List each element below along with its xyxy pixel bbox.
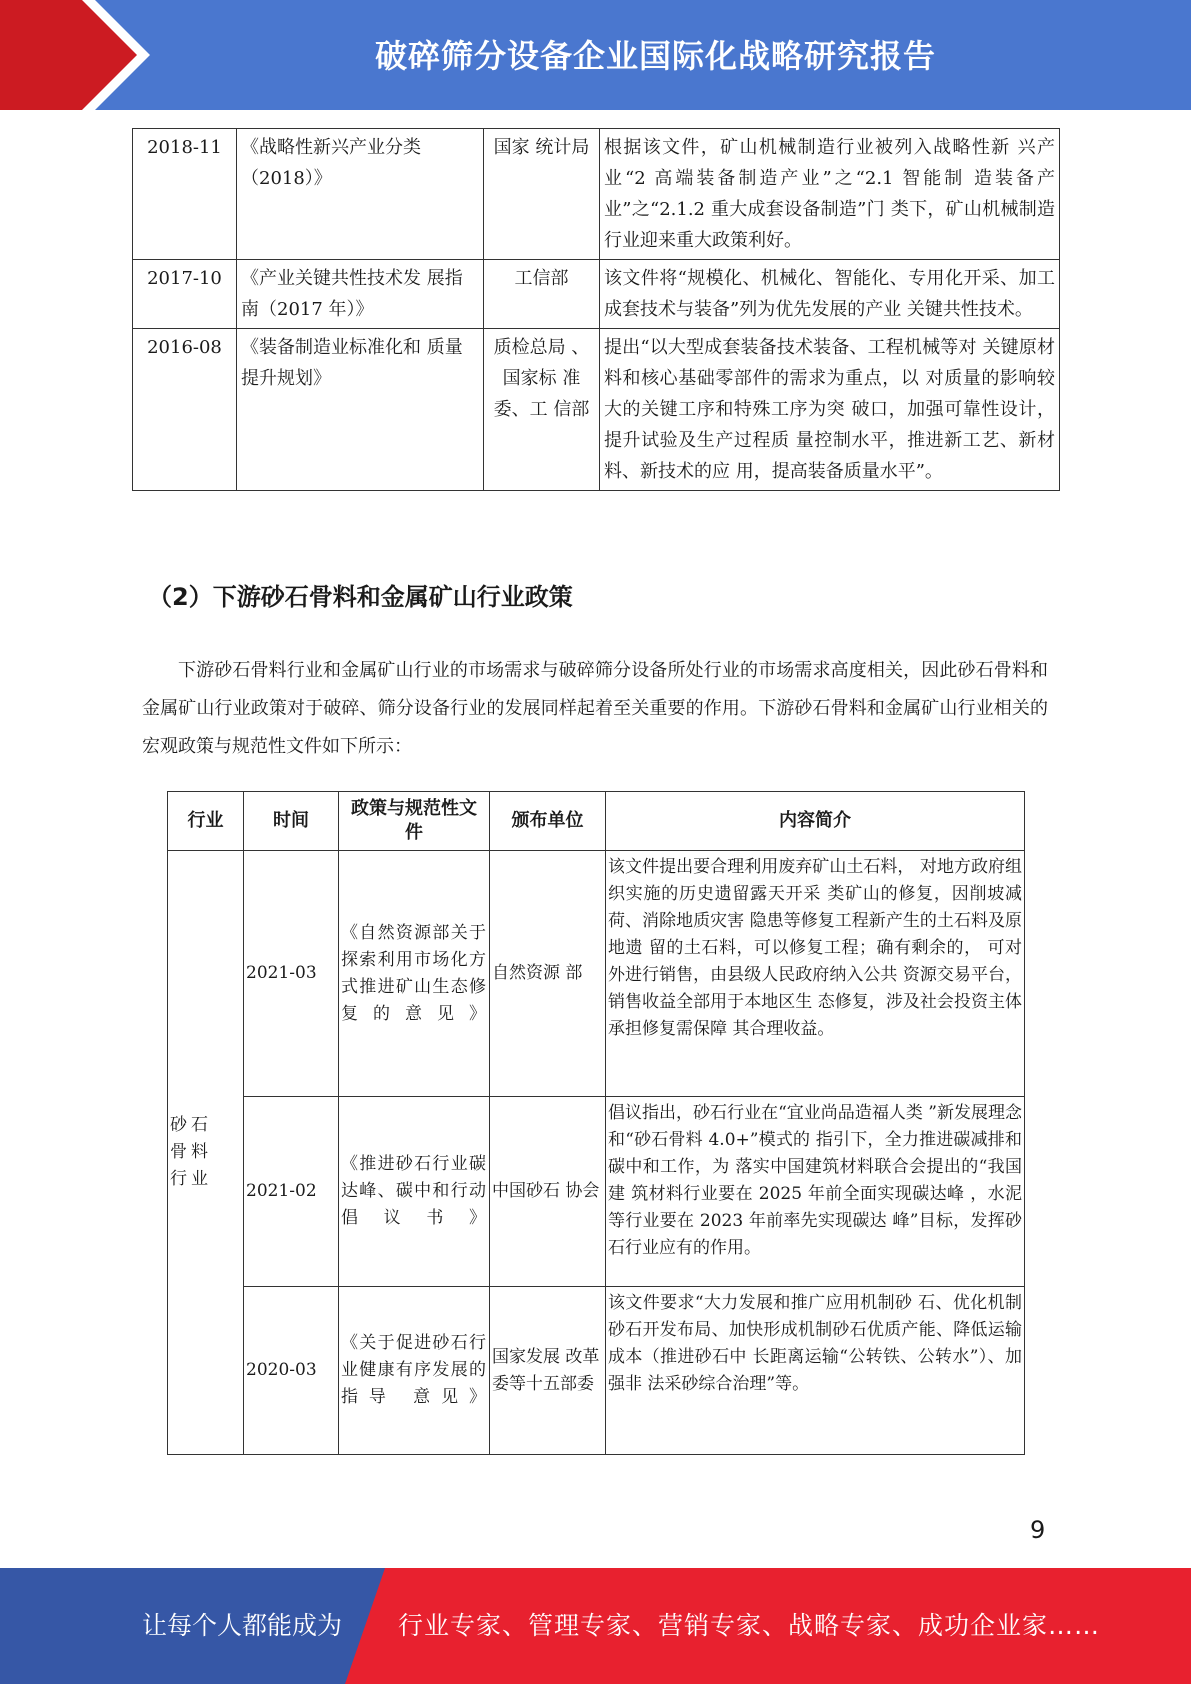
column-header-summary: 内容简介 <box>606 792 1025 851</box>
policy-summary: 根据该文件，矿山机械制造行业被列入战略性新 兴产业“2 高端装备制造产业”之“2.1 智能制 造装备产业”之“2.1.2 重大成套设备制造”门 类下，矿山机械制造行业迎来重大政策利好。 <box>600 129 1060 260</box>
policy-date: 2016-08 <box>133 329 237 491</box>
policy-date: 2020-03 <box>244 1287 339 1455</box>
table-row <box>168 1097 1025 1287</box>
policy-summary: 倡议指出，砂石行业在“宜业尚品造福人类 ”新发展理念和“砂石骨料 4.0+”模式的 指引下，全力推进碳减排和碳中和工作，为 落实中国建筑材料联合会提出的“我国建 筑材料行业要在 2025 年前全面实现碳达峰 ，水泥等行业要在 2023 年前率先实现碳达 峰”目标，发挥砂石行业应有的作用。 <box>606 1097 1025 1287</box>
industry-cell: 砂石 骨料 行业 <box>168 851 244 1455</box>
policy-date: 2021-03 <box>244 851 339 1097</box>
header-chevron-icon <box>0 0 160 110</box>
policy-document: 《战略性新兴产业分类（2018）》 <box>237 129 484 260</box>
policy-issuer: 自然资源 部 <box>490 851 606 1097</box>
policy-document: 《推进砂石行业碳达峰、碳中和行动倡议书》 <box>339 1097 490 1287</box>
footer-slogan-right: 行业专家、管理专家、营销专家、战略专家、成功企业家…… <box>398 1611 1101 1640</box>
page-number: 9 <box>1030 1516 1046 1544</box>
policy-issuer: 工信部 <box>484 260 600 329</box>
policy-summary: 该文件将“规模化、机械化、智能化、专用化开采、加工成套技术与装备”列为优先发展的产业 关键共性技术。 <box>600 260 1060 329</box>
policy-summary: 提出“以大型成套装备技术装备、工程机械等对 关键原材料和核心基础零部件的需求为重点，以 对质量的影响较大的关键工序和特殊工序为突 破口，加强可靠性设计，提升试验及生产过程质 量控制水平，推进新工艺、新材料、新技术的应 用，提高装备质量水平”。 <box>600 329 1060 491</box>
section-paragraph: 下游砂石骨料行业和金属矿山行业的市场需求与破碎筛分设备所处行业的市场需求高度相关，因此砂石骨料和金属矿山行业政策对于破碎、筛分设备行业的发展同样起着至关重要的作用。下游砂石骨料和金属矿山行业相关的宏观政策与规范性文件如下所示： <box>142 660 1048 757</box>
column-header-document: 政策与规范性文件 <box>339 792 490 851</box>
policy-summary: 该文件提出要合理利用废弃矿山土石料， 对地方政府组织实施的历史遗留露天开采 类矿山的修复，因削坡减荷、消除地质灾害 隐患等修复工程新产生的土石料及原地遗 留的土石料，可以修复工程；确有剩余的， 可对外进行销售，由县级人民政府纳入公共 资源交易平台，销售收益全部用于本地区生 态修复，涉及社会投资主体承担修复需保障 其合理收益。 <box>606 851 1025 1097</box>
policy-table-top <box>132 128 1060 491</box>
policy-summary: 该文件要求“大力发展和推广应用机制砂 石、优化机制砂石开发布局、加快形成机制砂石优质产能、降低运输成本（推进砂石中 长距离运输“公转铁、公转水”）、加强非 法采砂综合治理”等。 <box>606 1287 1025 1455</box>
policy-issuer: 国家 统计局 <box>484 129 600 260</box>
table-header-row <box>168 792 1025 851</box>
policy-document: 《关于促进砂石行业健康有序发展的指导 意见》 <box>339 1287 490 1455</box>
policy-date: 2017-10 <box>133 260 237 329</box>
page-header <box>0 0 1191 110</box>
column-header-issuer: 颁布单位 <box>490 792 606 851</box>
table-row <box>133 129 1060 260</box>
policy-table-bottom <box>167 791 1025 1455</box>
column-header-industry: 行业 <box>168 792 244 851</box>
section-heading: （2）下游砂石骨料和金属矿山行业政策 <box>148 583 573 611</box>
policy-date: 2021-02 <box>244 1097 339 1287</box>
table-row <box>168 851 1025 1097</box>
column-header-date: 时间 <box>244 792 339 851</box>
policy-document: 《装备制造业标准化和 质量提升规划》 <box>237 329 484 491</box>
table-row <box>133 260 1060 329</box>
policy-date: 2018-11 <box>133 129 237 260</box>
policy-issuer: 质检总局 、国家标 准委、工 信部 <box>484 329 600 491</box>
policy-document: 《自然资源部关于探索利用市场化方式推进矿山生态修复的意见》 <box>339 851 490 1097</box>
table-row <box>168 1287 1025 1455</box>
policy-issuer: 中国砂石 协会 <box>490 1097 606 1287</box>
policy-document: 《产业关键共性技术发 展指南（2017 年）》 <box>237 260 484 329</box>
page-footer <box>0 1568 1191 1684</box>
policy-issuer: 国家发展 改革委等十五部委 <box>490 1287 606 1455</box>
report-title: 破碎筛分设备企业国际化战略研究报告 <box>374 37 936 75</box>
footer-slogan-left: 让每个人都能成为 <box>142 1611 343 1640</box>
table-row <box>133 329 1060 491</box>
